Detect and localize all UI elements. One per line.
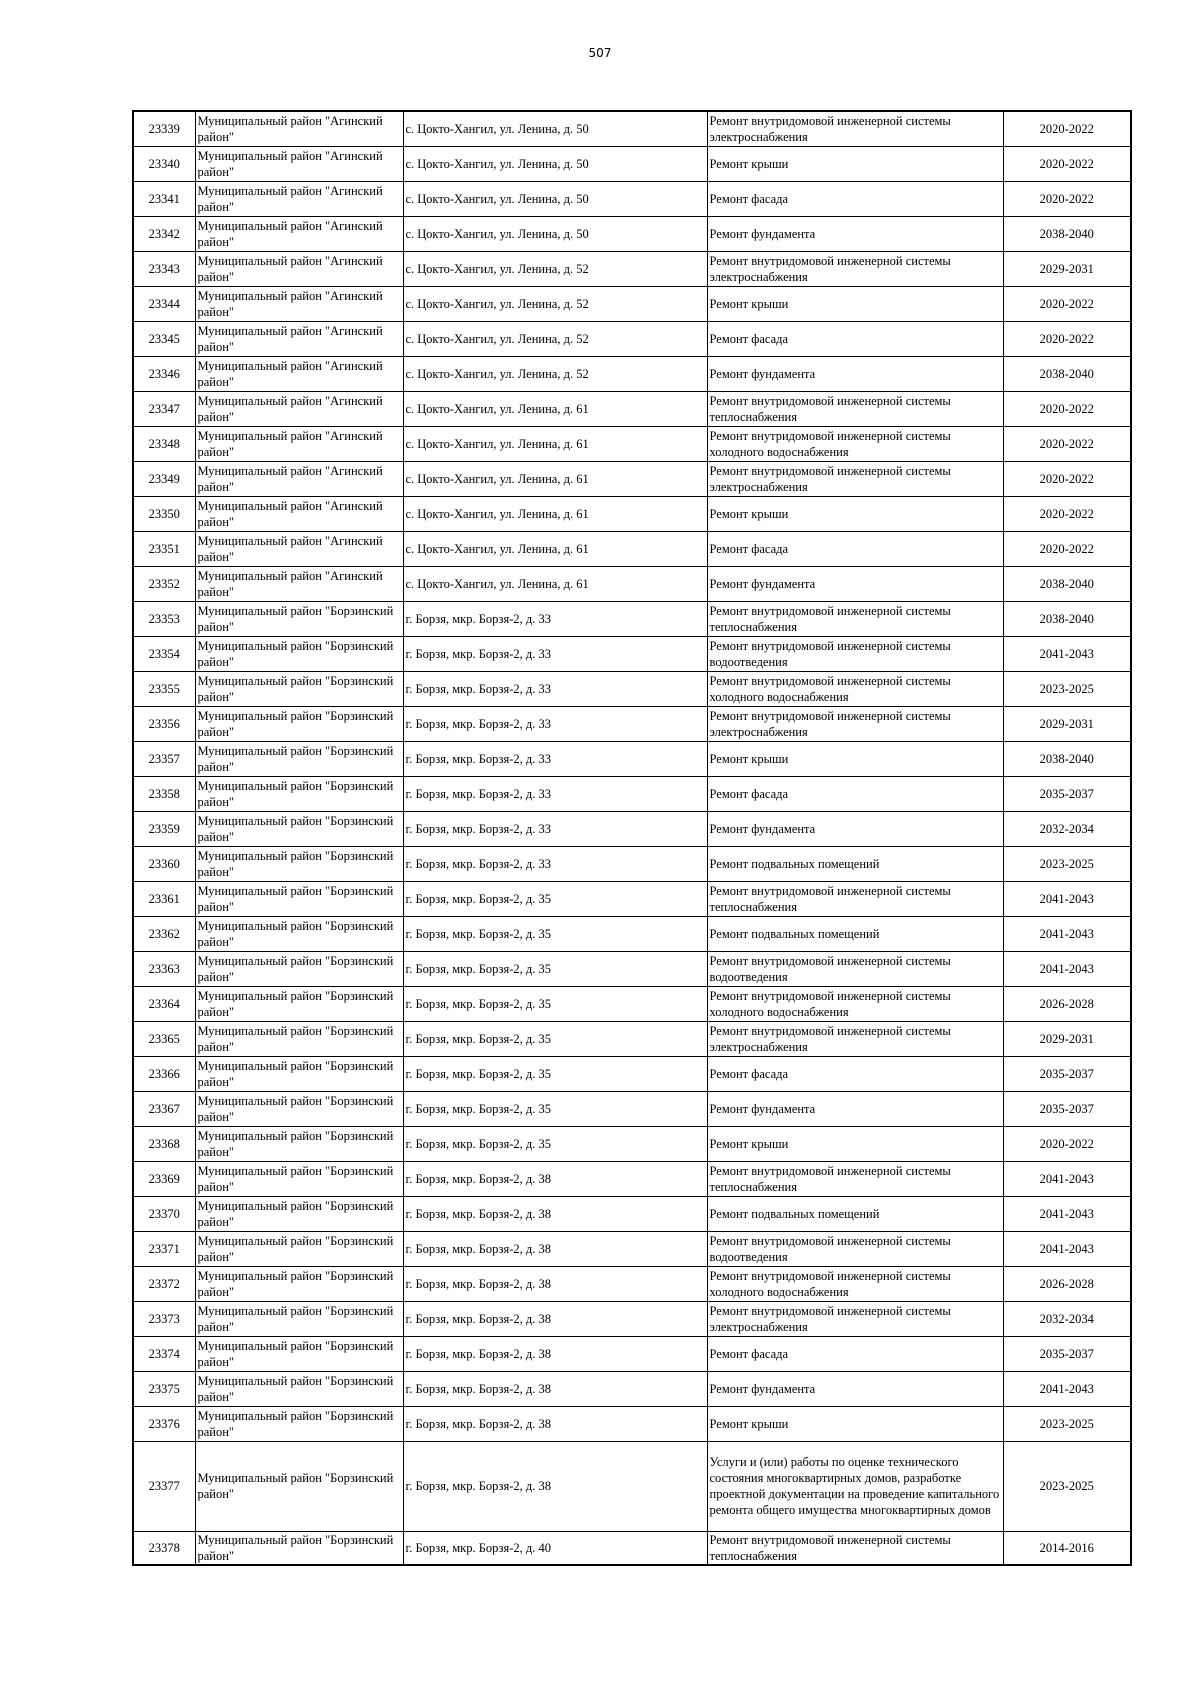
municipality-cell: Муниципальный район "Борзинский район" bbox=[195, 1161, 403, 1196]
municipality-cell: Муниципальный район "Борзинский район" bbox=[195, 986, 403, 1021]
row-number-cell: 23341 bbox=[133, 181, 195, 216]
municipality-cell: Муниципальный район "Борзинский район" bbox=[195, 1056, 403, 1091]
table-row bbox=[133, 181, 1131, 216]
row-number-cell: 23352 bbox=[133, 566, 195, 601]
work-type-cell: Ремонт фасада bbox=[707, 321, 1003, 356]
address-cell: с. Цокто-Хангил, ул. Ленина, д. 52 bbox=[403, 286, 707, 321]
period-cell: 2041-2043 bbox=[1003, 1161, 1131, 1196]
table-row bbox=[133, 951, 1131, 986]
address-cell: г. Борзя, мкр. Борзя-2, д. 33 bbox=[403, 601, 707, 636]
table-row bbox=[133, 531, 1131, 566]
address-cell: г. Борзя, мкр. Борзя-2, д. 38 bbox=[403, 1336, 707, 1371]
table-row bbox=[133, 356, 1131, 391]
row-number-cell: 23360 bbox=[133, 846, 195, 881]
row-number-cell: 23372 bbox=[133, 1266, 195, 1301]
table-row bbox=[133, 286, 1131, 321]
capital-repair-table bbox=[132, 110, 1132, 1566]
period-cell: 2041-2043 bbox=[1003, 951, 1131, 986]
row-number-cell: 23357 bbox=[133, 741, 195, 776]
period-cell: 2020-2022 bbox=[1003, 461, 1131, 496]
municipality-cell: Муниципальный район "Борзинский район" bbox=[195, 601, 403, 636]
municipality-cell: Муниципальный район "Агинский район" bbox=[195, 111, 403, 146]
table-row bbox=[133, 216, 1131, 251]
row-number-cell: 23374 bbox=[133, 1336, 195, 1371]
row-number-cell: 23367 bbox=[133, 1091, 195, 1126]
row-number-cell: 23349 bbox=[133, 461, 195, 496]
municipality-cell: Муниципальный район "Агинский район" bbox=[195, 426, 403, 461]
address-cell: с. Цокто-Хангил, ул. Ленина, д. 50 bbox=[403, 146, 707, 181]
table-row bbox=[133, 1371, 1131, 1406]
work-type-cell: Ремонт фасада bbox=[707, 181, 1003, 216]
work-type-cell: Ремонт внутридомовой инженерной системы теплоснабжения bbox=[707, 1161, 1003, 1196]
row-number-cell: 23361 bbox=[133, 881, 195, 916]
row-number-cell: 23355 bbox=[133, 671, 195, 706]
municipality-cell: Муниципальный район "Борзинский район" bbox=[195, 1531, 403, 1565]
period-cell: 2023-2025 bbox=[1003, 846, 1131, 881]
period-cell: 2026-2028 bbox=[1003, 1266, 1131, 1301]
address-cell: с. Цокто-Хангил, ул. Ленина, д. 61 bbox=[403, 496, 707, 531]
period-cell: 2038-2040 bbox=[1003, 566, 1131, 601]
municipality-cell: Муниципальный район "Борзинский район" bbox=[195, 741, 403, 776]
period-cell: 2032-2034 bbox=[1003, 811, 1131, 846]
municipality-cell: Муниципальный район "Борзинский район" bbox=[195, 1091, 403, 1126]
table-row bbox=[133, 566, 1131, 601]
period-cell: 2020-2022 bbox=[1003, 426, 1131, 461]
work-type-cell: Ремонт крыши bbox=[707, 1126, 1003, 1161]
municipality-cell: Муниципальный район "Борзинский район" bbox=[195, 1441, 403, 1531]
work-type-cell: Ремонт внутридомовой инженерной системы водоотведения bbox=[707, 1231, 1003, 1266]
table-row bbox=[133, 321, 1131, 356]
municipality-cell: Муниципальный район "Борзинский район" bbox=[195, 1266, 403, 1301]
address-cell: с. Цокто-Хангил, ул. Ленина, д. 50 bbox=[403, 216, 707, 251]
address-cell: с. Цокто-Хангил, ул. Ленина, д. 61 bbox=[403, 391, 707, 426]
municipality-cell: Муниципальный район "Борзинский район" bbox=[195, 1406, 403, 1441]
municipality-cell: Муниципальный район "Борзинский район" bbox=[195, 706, 403, 741]
table-row bbox=[133, 881, 1131, 916]
table-row bbox=[133, 741, 1131, 776]
work-type-cell: Ремонт внутридомовой инженерной системы водоотведения bbox=[707, 636, 1003, 671]
work-type-cell: Ремонт подвальных помещений bbox=[707, 1196, 1003, 1231]
address-cell: г. Борзя, мкр. Борзя-2, д. 35 bbox=[403, 1021, 707, 1056]
period-cell: 2035-2037 bbox=[1003, 1091, 1131, 1126]
municipality-cell: Муниципальный район "Борзинский район" bbox=[195, 1196, 403, 1231]
municipality-cell: Муниципальный район "Борзинский район" bbox=[195, 846, 403, 881]
address-cell: г. Борзя, мкр. Борзя-2, д. 33 bbox=[403, 776, 707, 811]
row-number-cell: 23353 bbox=[133, 601, 195, 636]
work-type-cell: Ремонт крыши bbox=[707, 286, 1003, 321]
municipality-cell: Муниципальный район "Агинский район" bbox=[195, 531, 403, 566]
period-cell: 2020-2022 bbox=[1003, 321, 1131, 356]
municipality-cell: Муниципальный район "Борзинский район" bbox=[195, 881, 403, 916]
address-cell: г. Борзя, мкр. Борзя-2, д. 40 bbox=[403, 1531, 707, 1565]
row-number-cell: 23344 bbox=[133, 286, 195, 321]
address-cell: г. Борзя, мкр. Борзя-2, д. 35 bbox=[403, 986, 707, 1021]
table-row bbox=[133, 1231, 1131, 1266]
work-type-cell: Ремонт внутридомовой инженерной системы теплоснабжения bbox=[707, 391, 1003, 426]
work-type-cell: Ремонт внутридомовой инженерной системы электроснабжения bbox=[707, 1021, 1003, 1056]
work-type-cell: Ремонт внутридомовой инженерной системы холодного водоснабжения bbox=[707, 426, 1003, 461]
row-number-cell: 23340 bbox=[133, 146, 195, 181]
work-type-cell: Ремонт внутридомовой инженерной системы холодного водоснабжения bbox=[707, 1266, 1003, 1301]
period-cell: 2020-2022 bbox=[1003, 1126, 1131, 1161]
row-number-cell: 23371 bbox=[133, 1231, 195, 1266]
period-cell: 2041-2043 bbox=[1003, 1371, 1131, 1406]
work-type-cell: Ремонт фундамента bbox=[707, 1091, 1003, 1126]
work-type-cell: Ремонт фундамента bbox=[707, 1371, 1003, 1406]
work-type-cell: Ремонт крыши bbox=[707, 496, 1003, 531]
row-number-cell: 23362 bbox=[133, 916, 195, 951]
address-cell: с. Цокто-Хангил, ул. Ленина, д. 50 bbox=[403, 181, 707, 216]
table-row bbox=[133, 111, 1131, 146]
address-cell: г. Борзя, мкр. Борзя-2, д. 38 bbox=[403, 1231, 707, 1266]
work-type-cell: Услуги и (или) работы по оценке технического состояния многоквартирных домов, разработке проектной документации на проведение капитального ремонта общего имущества многоквартирных домов bbox=[707, 1441, 1003, 1531]
municipality-cell: Муниципальный район "Борзинский район" bbox=[195, 636, 403, 671]
address-cell: г. Борзя, мкр. Борзя-2, д. 35 bbox=[403, 1126, 707, 1161]
work-type-cell: Ремонт внутридомовой инженерной системы водоотведения bbox=[707, 951, 1003, 986]
row-number-cell: 23373 bbox=[133, 1301, 195, 1336]
row-number-cell: 23365 bbox=[133, 1021, 195, 1056]
period-cell: 2038-2040 bbox=[1003, 356, 1131, 391]
municipality-cell: Муниципальный район "Борзинский район" bbox=[195, 1126, 403, 1161]
period-cell: 2035-2037 bbox=[1003, 1336, 1131, 1371]
period-cell: 2041-2043 bbox=[1003, 636, 1131, 671]
municipality-cell: Муниципальный район "Агинский район" bbox=[195, 251, 403, 286]
period-cell: 2038-2040 bbox=[1003, 601, 1131, 636]
municipality-cell: Муниципальный район "Борзинский район" bbox=[195, 671, 403, 706]
table-row bbox=[133, 706, 1131, 741]
address-cell: г. Борзя, мкр. Борзя-2, д. 38 bbox=[403, 1371, 707, 1406]
row-number-cell: 23359 bbox=[133, 811, 195, 846]
table-row bbox=[133, 636, 1131, 671]
work-type-cell: Ремонт фундамента bbox=[707, 356, 1003, 391]
work-type-cell: Ремонт внутридомовой инженерной системы электроснабжения bbox=[707, 111, 1003, 146]
table-row bbox=[133, 811, 1131, 846]
row-number-cell: 23354 bbox=[133, 636, 195, 671]
period-cell: 2020-2022 bbox=[1003, 111, 1131, 146]
address-cell: г. Борзя, мкр. Борзя-2, д. 38 bbox=[403, 1161, 707, 1196]
address-cell: г. Борзя, мкр. Борзя-2, д. 33 bbox=[403, 706, 707, 741]
work-type-cell: Ремонт фундамента bbox=[707, 216, 1003, 251]
work-type-cell: Ремонт крыши bbox=[707, 741, 1003, 776]
municipality-cell: Муниципальный район "Агинский район" bbox=[195, 146, 403, 181]
period-cell: 2038-2040 bbox=[1003, 216, 1131, 251]
period-cell: 2023-2025 bbox=[1003, 1406, 1131, 1441]
address-cell: г. Борзя, мкр. Борзя-2, д. 33 bbox=[403, 846, 707, 881]
table-row bbox=[133, 1266, 1131, 1301]
table-row bbox=[133, 1126, 1131, 1161]
row-number-cell: 23378 bbox=[133, 1531, 195, 1565]
municipality-cell: Муниципальный район "Агинский район" bbox=[195, 286, 403, 321]
row-number-cell: 23366 bbox=[133, 1056, 195, 1091]
row-number-cell: 23347 bbox=[133, 391, 195, 426]
address-cell: г. Борзя, мкр. Борзя-2, д. 33 bbox=[403, 741, 707, 776]
period-cell: 2026-2028 bbox=[1003, 986, 1131, 1021]
address-cell: с. Цокто-Хангил, ул. Ленина, д. 50 bbox=[403, 111, 707, 146]
period-cell: 2035-2037 bbox=[1003, 776, 1131, 811]
period-cell: 2041-2043 bbox=[1003, 1231, 1131, 1266]
period-cell: 2020-2022 bbox=[1003, 531, 1131, 566]
table-row bbox=[133, 251, 1131, 286]
address-cell: г. Борзя, мкр. Борзя-2, д. 33 bbox=[403, 636, 707, 671]
row-number-cell: 23348 bbox=[133, 426, 195, 461]
address-cell: г. Борзя, мкр. Борзя-2, д. 38 bbox=[403, 1301, 707, 1336]
row-number-cell: 23339 bbox=[133, 111, 195, 146]
table-row bbox=[133, 776, 1131, 811]
table-row bbox=[133, 1021, 1131, 1056]
municipality-cell: Муниципальный район "Агинский район" bbox=[195, 181, 403, 216]
table-row bbox=[133, 601, 1131, 636]
municipality-cell: Муниципальный район "Агинский район" bbox=[195, 496, 403, 531]
work-type-cell: Ремонт внутридомовой инженерной системы теплоснабжения bbox=[707, 601, 1003, 636]
work-type-cell: Ремонт внутридомовой инженерной системы теплоснабжения bbox=[707, 1531, 1003, 1565]
row-number-cell: 23358 bbox=[133, 776, 195, 811]
work-type-cell: Ремонт подвальных помещений bbox=[707, 846, 1003, 881]
address-cell: с. Цокто-Хангил, ул. Ленина, д. 61 bbox=[403, 461, 707, 496]
work-type-cell: Ремонт внутридомовой инженерной системы холодного водоснабжения bbox=[707, 671, 1003, 706]
table-row bbox=[133, 1301, 1131, 1336]
period-cell: 2014-2016 bbox=[1003, 1531, 1131, 1565]
address-cell: г. Борзя, мкр. Борзя-2, д. 33 bbox=[403, 811, 707, 846]
row-number-cell: 23356 bbox=[133, 706, 195, 741]
address-cell: г. Борзя, мкр. Борзя-2, д. 33 bbox=[403, 671, 707, 706]
address-cell: г. Борзя, мкр. Борзя-2, д. 38 bbox=[403, 1441, 707, 1531]
row-number-cell: 23377 bbox=[133, 1441, 195, 1531]
work-type-cell: Ремонт фасада bbox=[707, 531, 1003, 566]
table-row bbox=[133, 1531, 1131, 1565]
table-row bbox=[133, 461, 1131, 496]
table-row bbox=[133, 916, 1131, 951]
table-row bbox=[133, 846, 1131, 881]
municipality-cell: Муниципальный район "Борзинский район" bbox=[195, 1371, 403, 1406]
municipality-cell: Муниципальный район "Борзинский район" bbox=[195, 951, 403, 986]
table-row bbox=[133, 1336, 1131, 1371]
work-type-cell: Ремонт фундамента bbox=[707, 566, 1003, 601]
address-cell: г. Борзя, мкр. Борзя-2, д. 35 bbox=[403, 951, 707, 986]
municipality-cell: Муниципальный район "Борзинский район" bbox=[195, 1336, 403, 1371]
work-type-cell: Ремонт внутридомовой инженерной системы электроснабжения bbox=[707, 1301, 1003, 1336]
municipality-cell: Муниципальный район "Агинский район" bbox=[195, 321, 403, 356]
work-type-cell: Ремонт крыши bbox=[707, 146, 1003, 181]
address-cell: г. Борзя, мкр. Борзя-2, д. 35 bbox=[403, 881, 707, 916]
period-cell: 2020-2022 bbox=[1003, 496, 1131, 531]
row-number-cell: 23368 bbox=[133, 1126, 195, 1161]
municipality-cell: Муниципальный район "Борзинский район" bbox=[195, 1301, 403, 1336]
municipality-cell: Муниципальный район "Агинский район" bbox=[195, 356, 403, 391]
municipality-cell: Муниципальный район "Борзинский район" bbox=[195, 811, 403, 846]
table-row bbox=[133, 426, 1131, 461]
address-cell: с. Цокто-Хангил, ул. Ленина, д. 61 bbox=[403, 426, 707, 461]
address-cell: г. Борзя, мкр. Борзя-2, д. 35 bbox=[403, 1056, 707, 1091]
table-body bbox=[133, 111, 1131, 1565]
row-number-cell: 23343 bbox=[133, 251, 195, 286]
period-cell: 2020-2022 bbox=[1003, 286, 1131, 321]
work-type-cell: Ремонт фасада bbox=[707, 1056, 1003, 1091]
address-cell: с. Цокто-Хангил, ул. Ленина, д. 61 bbox=[403, 531, 707, 566]
municipality-cell: Муниципальный район "Агинский район" bbox=[195, 566, 403, 601]
row-number-cell: 23376 bbox=[133, 1406, 195, 1441]
municipality-cell: Муниципальный район "Борзинский район" bbox=[195, 916, 403, 951]
period-cell: 2032-2034 bbox=[1003, 1301, 1131, 1336]
row-number-cell: 23346 bbox=[133, 356, 195, 391]
work-type-cell: Ремонт внутридомовой инженерной системы холодного водоснабжения bbox=[707, 986, 1003, 1021]
work-type-cell: Ремонт фасада bbox=[707, 1336, 1003, 1371]
table-row bbox=[133, 146, 1131, 181]
row-number-cell: 23342 bbox=[133, 216, 195, 251]
municipality-cell: Муниципальный район "Борзинский район" bbox=[195, 776, 403, 811]
row-number-cell: 23370 bbox=[133, 1196, 195, 1231]
work-type-cell: Ремонт внутридомовой инженерной системы теплоснабжения bbox=[707, 881, 1003, 916]
period-cell: 2020-2022 bbox=[1003, 181, 1131, 216]
period-cell: 2041-2043 bbox=[1003, 881, 1131, 916]
period-cell: 2029-2031 bbox=[1003, 706, 1131, 741]
page-number: 507 bbox=[588, 46, 612, 60]
table-row bbox=[133, 671, 1131, 706]
period-cell: 2041-2043 bbox=[1003, 916, 1131, 951]
municipality-cell: Муниципальный район "Борзинский район" bbox=[195, 1231, 403, 1266]
address-cell: г. Борзя, мкр. Борзя-2, д. 35 bbox=[403, 1091, 707, 1126]
address-cell: с. Цокто-Хангил, ул. Ленина, д. 52 bbox=[403, 356, 707, 391]
row-number-cell: 23350 bbox=[133, 496, 195, 531]
table-row bbox=[133, 1406, 1131, 1441]
period-cell: 2023-2025 bbox=[1003, 671, 1131, 706]
municipality-cell: Муниципальный район "Агинский район" bbox=[195, 461, 403, 496]
address-cell: г. Борзя, мкр. Борзя-2, д. 35 bbox=[403, 916, 707, 951]
period-cell: 2023-2025 bbox=[1003, 1441, 1131, 1531]
work-type-cell: Ремонт подвальных помещений bbox=[707, 916, 1003, 951]
period-cell: 2038-2040 bbox=[1003, 741, 1131, 776]
work-type-cell: Ремонт внутридомовой инженерной системы электроснабжения bbox=[707, 251, 1003, 286]
municipality-cell: Муниципальный район "Борзинский район" bbox=[195, 1021, 403, 1056]
row-number-cell: 23369 bbox=[133, 1161, 195, 1196]
address-cell: с. Цокто-Хангил, ул. Ленина, д. 52 bbox=[403, 321, 707, 356]
period-cell: 2035-2037 bbox=[1003, 1056, 1131, 1091]
table-row bbox=[133, 391, 1131, 426]
row-number-cell: 23363 bbox=[133, 951, 195, 986]
municipality-cell: Муниципальный район "Агинский район" bbox=[195, 391, 403, 426]
address-cell: г. Борзя, мкр. Борзя-2, д. 38 bbox=[403, 1266, 707, 1301]
address-cell: г. Борзя, мкр. Борзя-2, д. 38 bbox=[403, 1406, 707, 1441]
period-cell: 2029-2031 bbox=[1003, 251, 1131, 286]
work-type-cell: Ремонт фундамента bbox=[707, 811, 1003, 846]
address-cell: с. Цокто-Хангил, ул. Ленина, д. 61 bbox=[403, 566, 707, 601]
table-row bbox=[133, 496, 1131, 531]
row-number-cell: 23364 bbox=[133, 986, 195, 1021]
period-cell: 2029-2031 bbox=[1003, 1021, 1131, 1056]
table-row bbox=[133, 986, 1131, 1021]
period-cell: 2020-2022 bbox=[1003, 391, 1131, 426]
period-cell: 2041-2043 bbox=[1003, 1196, 1131, 1231]
row-number-cell: 23375 bbox=[133, 1371, 195, 1406]
table-row bbox=[133, 1196, 1131, 1231]
address-cell: г. Борзя, мкр. Борзя-2, д. 38 bbox=[403, 1196, 707, 1231]
table-row bbox=[133, 1056, 1131, 1091]
row-number-cell: 23351 bbox=[133, 531, 195, 566]
work-type-cell: Ремонт крыши bbox=[707, 1406, 1003, 1441]
work-type-cell: Ремонт внутридомовой инженерной системы электроснабжения bbox=[707, 461, 1003, 496]
address-cell: с. Цокто-Хангил, ул. Ленина, д. 52 bbox=[403, 251, 707, 286]
row-number-cell: 23345 bbox=[133, 321, 195, 356]
work-type-cell: Ремонт внутридомовой инженерной системы электроснабжения bbox=[707, 706, 1003, 741]
period-cell: 2020-2022 bbox=[1003, 146, 1131, 181]
work-type-cell: Ремонт фасада bbox=[707, 776, 1003, 811]
table-row bbox=[133, 1161, 1131, 1196]
municipality-cell: Муниципальный район "Агинский район" bbox=[195, 216, 403, 251]
table-row bbox=[133, 1441, 1131, 1531]
table-row bbox=[133, 1091, 1131, 1126]
